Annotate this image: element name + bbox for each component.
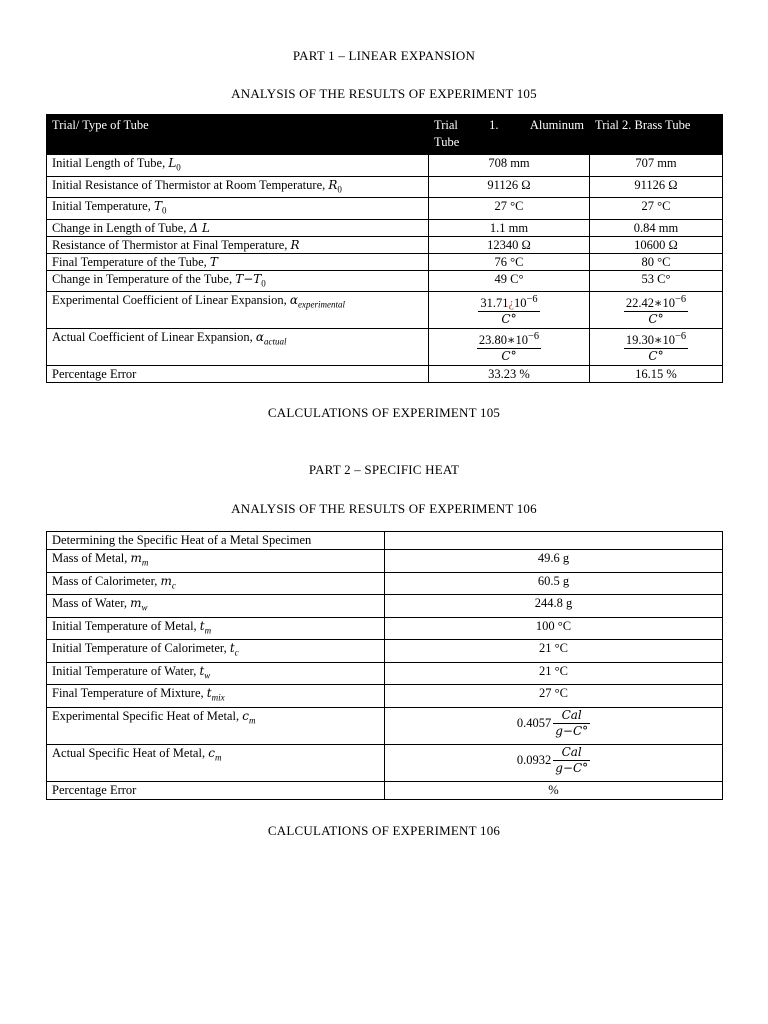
trial1-value: $\frac{23.80∗10^{-6}}{C^\circ}$	[429, 329, 590, 366]
table-row	[47, 292, 723, 329]
table-row	[47, 253, 723, 270]
row-value: 100 °C	[385, 617, 723, 640]
row-label: Change in Length of Tube, Δ L	[47, 219, 429, 236]
trial2-value: 53 C°	[590, 270, 723, 292]
part2-title: PART 2 – SPECIFIC HEAT	[308, 462, 460, 477]
trial2-value: 27 °C	[590, 198, 723, 220]
row-label: Initial Length of Tube, $L_0$	[47, 155, 429, 177]
table-row	[47, 781, 723, 799]
trial1-value: 49 C°	[429, 270, 590, 292]
row-value: 21 °C	[385, 662, 723, 685]
table-row	[47, 329, 723, 366]
row-label: Mass of Metal, $m_m$	[47, 550, 385, 573]
header-trial-1	[429, 115, 590, 155]
header-label: Determining the Specific Heat of a Metal Specimen	[47, 532, 385, 550]
table-row	[47, 198, 723, 220]
table-row	[47, 707, 723, 744]
table-header-row	[47, 532, 723, 550]
table-row	[47, 550, 723, 573]
table-header-row	[47, 115, 723, 155]
row-value: 244.8 g	[385, 595, 723, 618]
row-value: 0.4057 $\frac{\text{Cal}}{g-C^\circ}$	[385, 707, 723, 744]
row-label: Initial Temperature of Metal, $t_m$	[47, 617, 385, 640]
trial1-value: 33.23 %	[429, 366, 590, 383]
row-label: Percentage Error	[47, 781, 385, 799]
header-trial-1-material: Aluminum	[529, 118, 584, 132]
row-label: Mass of Water, $m_w$	[47, 595, 385, 618]
table-row	[47, 176, 723, 198]
row-value: 27 °C	[385, 685, 723, 708]
part2-analysis-title: ANALYSIS OF THE RESULTS OF EXPERIMENT 106	[231, 501, 537, 516]
row-label: Initial Temperature of Water, $t_w$	[47, 662, 385, 685]
row-label: Percentage Error	[47, 366, 429, 383]
row-value: %	[385, 781, 723, 799]
trial2-value: 80 °C	[590, 253, 723, 270]
row-label: Initial Temperature, $T_0$	[47, 198, 429, 220]
trial2-value: 16.15 %	[590, 366, 723, 383]
header-trial-1-number: 1.	[489, 118, 499, 132]
linear-expansion-table	[46, 114, 723, 383]
row-label: Experimental Coefficient of Linear Expansion, $\alpha_{experimental}$	[47, 292, 429, 329]
table-row	[47, 640, 723, 663]
trial1-value: 708 mm	[429, 155, 590, 177]
header-empty	[385, 532, 723, 550]
row-label: Initial Resistance of Thermistor at Room Temperature, $R_0$	[47, 176, 429, 198]
table-row	[47, 236, 723, 253]
header-trial-1-word: Trial	[434, 118, 458, 132]
table-row	[47, 685, 723, 708]
trial1-value: 1.1 mm	[429, 219, 590, 236]
trial2-value: 707 mm	[590, 155, 723, 177]
row-value: 49.6 g	[385, 550, 723, 573]
part1-calc-title: CALCULATIONS OF EXPERIMENT 105	[267, 405, 501, 420]
row-label: Change in Temperature of the Tube, $T-T_0$	[47, 270, 429, 292]
table-row	[47, 617, 723, 640]
specific-heat-table	[46, 531, 723, 800]
table-row	[47, 270, 723, 292]
trial1-value: $\frac{31.71¿10^{-6}}{C^\circ}$	[429, 292, 590, 329]
row-label: Experimental Specific Heat of Metal, $c_m$	[47, 707, 385, 744]
table-row	[47, 219, 723, 236]
trial1-value: 27 °C	[429, 198, 590, 220]
row-label: Resistance of Thermistor at Final Temperature, R	[47, 236, 429, 253]
row-label: Final Temperature of the Tube, T	[47, 253, 429, 270]
header-trial-type: Trial/ Type of Tube	[47, 115, 429, 155]
trial1-value: 76 °C	[429, 253, 590, 270]
trial2-value: 91126 Ω	[590, 176, 723, 198]
table-row	[47, 595, 723, 618]
trial2-value: 0.84 mm	[590, 219, 723, 236]
table-row	[47, 662, 723, 685]
header-trial-2: Trial 2. Brass Tube	[590, 115, 723, 155]
table-row	[47, 155, 723, 177]
trial2-value: $\frac{22.42∗10^{-6}}{C^\circ}$	[590, 292, 723, 329]
part2-calc-title: CALCULATIONS OF EXPERIMENT 106	[267, 823, 501, 838]
trial1-value: 12340 Ω	[429, 236, 590, 253]
part1-title: PART 1 – LINEAR EXPANSION	[292, 48, 476, 63]
trial1-value: 91126 Ω	[429, 176, 590, 198]
row-label: Initial Temperature of Calorimeter, $t_c$	[47, 640, 385, 663]
trial2-value: $\frac{19.30∗10^{-6}}{C^\circ}$	[590, 329, 723, 366]
row-value: 60.5 g	[385, 572, 723, 595]
row-value: 0.0932 $\frac{\text{Cal}}{g-C^\circ}$	[385, 744, 723, 781]
table-row	[47, 572, 723, 595]
row-label: Actual Coefficient of Linear Expansion, $\alpha_{actual}$	[47, 329, 429, 366]
trial2-value: 10600 Ω	[590, 236, 723, 253]
row-value: 21 °C	[385, 640, 723, 663]
header-trial-1-tube: Tube	[434, 135, 460, 149]
table-row	[47, 366, 723, 383]
row-label: Final Temperature of Mixture, $t_{mix}$	[47, 685, 385, 708]
table-row	[47, 744, 723, 781]
part1-analysis-title: ANALYSIS OF THE RESULTS OF EXPERIMENT 105	[231, 86, 537, 101]
row-label: Actual Specific Heat of Metal, $c_m$	[47, 744, 385, 781]
row-label: Mass of Calorimeter, $m_c$	[47, 572, 385, 595]
